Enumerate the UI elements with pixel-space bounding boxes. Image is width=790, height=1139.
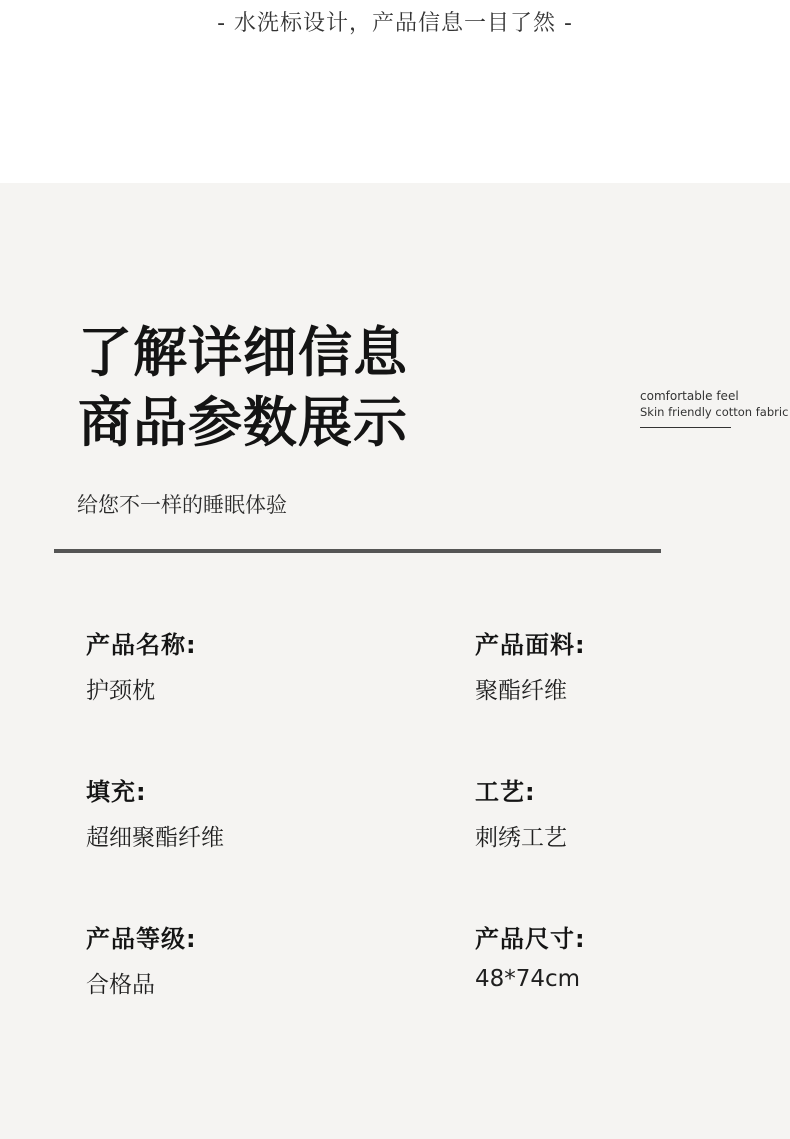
spec-value: 48*74cm bbox=[475, 966, 581, 992]
spec-label: 产品尺寸: bbox=[475, 925, 586, 953]
spec-value: 合格品 bbox=[86, 972, 155, 998]
divider bbox=[54, 549, 661, 553]
headline-line-2: 商品参数展示 bbox=[78, 391, 408, 454]
headline bbox=[78, 318, 408, 458]
spec-value: 护颈枕 bbox=[86, 678, 155, 704]
headline-line-1: 了解详细信息 bbox=[78, 321, 408, 384]
header-caption: - 水洗标设计，产品信息一目了然 - bbox=[217, 11, 573, 36]
spec-label: 产品面料: bbox=[475, 631, 586, 659]
spec-value: 聚酯纤维 bbox=[475, 678, 567, 704]
spec-fabric bbox=[475, 625, 586, 705]
spec-value: 超细聚酯纤维 bbox=[86, 825, 224, 851]
spec-filling bbox=[86, 772, 224, 852]
deco-tagline bbox=[640, 389, 789, 428]
spec-grade bbox=[86, 919, 197, 999]
spec-product-name bbox=[86, 625, 197, 705]
spec-size bbox=[475, 919, 586, 992]
deco-line-2: Skin friendly cotton fabric bbox=[640, 405, 789, 419]
spec-craft bbox=[475, 772, 567, 852]
deco-line-1: comfortable feel bbox=[640, 389, 739, 403]
spec-value: 刺绣工艺 bbox=[475, 825, 567, 851]
spec-label: 产品名称: bbox=[86, 631, 197, 659]
spec-label: 产品等级: bbox=[86, 925, 197, 953]
deco-rule bbox=[640, 427, 731, 428]
spec-label: 填充: bbox=[86, 778, 147, 806]
spec-label: 工艺: bbox=[475, 778, 536, 806]
subtitle: 给您不一样的睡眠体验 bbox=[77, 493, 287, 517]
